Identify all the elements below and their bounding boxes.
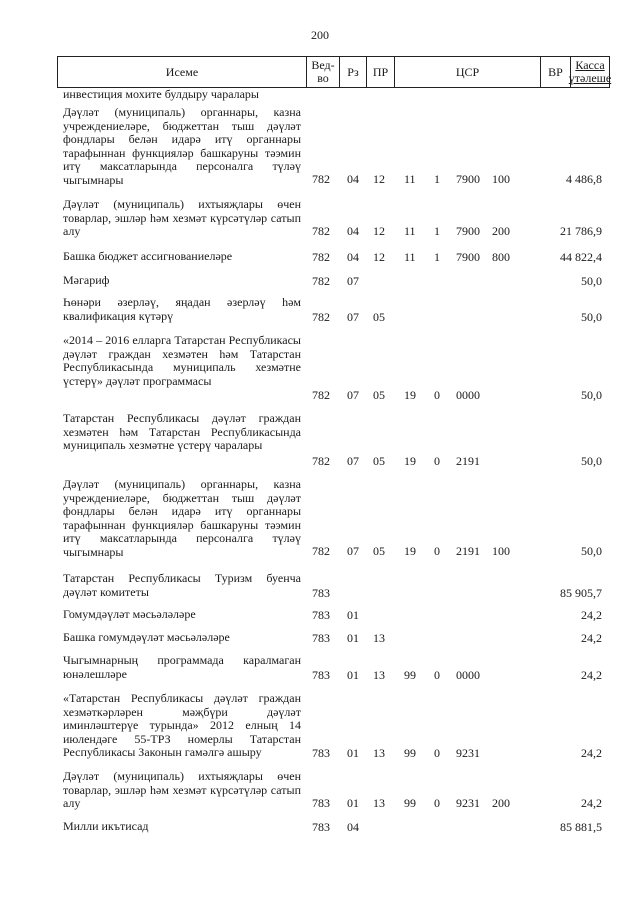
row-name: Чыгымнарның программада каралмаган юнәлешләре bbox=[63, 653, 301, 681]
row-ved: 783 bbox=[312, 819, 330, 834]
row-name: Мәгариф bbox=[63, 273, 110, 287]
table-row bbox=[0, 334, 640, 402]
row-amount: 24,2 bbox=[581, 745, 602, 760]
row-ved: 783 bbox=[312, 630, 330, 645]
row-name: инвестиция мохите булдыру чаралары bbox=[63, 87, 259, 101]
row-name: Дәүләт (муниципаль) ихтыяҗлары өчен товарлар, эшләр һәм хезмәт күрсәтүләр сатып алу bbox=[63, 197, 301, 238]
row-rz: 04 bbox=[347, 819, 359, 834]
row-amount: 50,0 bbox=[581, 387, 602, 402]
row-pr: 05 bbox=[373, 453, 385, 468]
row-amount: 50,0 bbox=[581, 543, 602, 558]
row-csr-code: 2191 bbox=[456, 543, 480, 558]
row-csr-code: 9231 bbox=[456, 745, 480, 760]
table-row bbox=[0, 274, 640, 288]
row-ved: 782 bbox=[312, 249, 330, 264]
row-csr-program: 19 bbox=[404, 543, 416, 558]
row-ved: 783 bbox=[312, 667, 330, 682]
table-row bbox=[0, 820, 640, 834]
row-amount: 24,2 bbox=[581, 630, 602, 645]
row-name: Гомумдәүләт мәсьәләләре bbox=[63, 607, 196, 621]
row-name: Дәүләт (муниципаль) органнары, казна учреждениеләре, бюджеттан тыш дәүләт фондлары белән идарә итү органнары тарафыннан функцияләр башкаруны тәэмин итү максатларында персоналга түләү чыгымнары bbox=[63, 477, 301, 559]
row-csr-program: 11 bbox=[404, 223, 416, 238]
table-row bbox=[0, 631, 640, 645]
header-pr: ПР bbox=[367, 57, 395, 87]
row-pr: 12 bbox=[373, 249, 385, 264]
row-vr: 200 bbox=[492, 223, 510, 238]
header-ved: Вед-во bbox=[307, 57, 340, 87]
row-pr: 12 bbox=[373, 223, 385, 238]
row-amount: 85 905,7 bbox=[560, 585, 602, 600]
table-row bbox=[0, 654, 640, 682]
row-vr: 200 bbox=[492, 795, 510, 810]
header-rz: Рз bbox=[340, 57, 367, 87]
row-amount: 24,2 bbox=[581, 795, 602, 810]
row-amount: 50,0 bbox=[581, 273, 602, 288]
row-pr: 13 bbox=[373, 795, 385, 810]
row-vr: 800 bbox=[492, 249, 510, 264]
row-ved: 782 bbox=[312, 453, 330, 468]
row-csr-subprogram: 1 bbox=[434, 249, 440, 264]
table-row bbox=[0, 770, 640, 810]
header-csr: ЦСР bbox=[395, 57, 541, 87]
row-rz: 01 bbox=[347, 630, 359, 645]
row-ved: 782 bbox=[312, 273, 330, 288]
row-rz: 07 bbox=[347, 453, 359, 468]
row-pr: 05 bbox=[373, 543, 385, 558]
row-pr: 05 bbox=[373, 309, 385, 324]
row-pr: 13 bbox=[373, 745, 385, 760]
header-name: Исеме bbox=[58, 57, 307, 87]
row-csr-program: 99 bbox=[404, 667, 416, 682]
row-rz: 01 bbox=[347, 607, 359, 622]
row-pr: 13 bbox=[373, 630, 385, 645]
row-ved: 783 bbox=[312, 745, 330, 760]
table-header bbox=[57, 56, 610, 88]
row-name: Башка бюджет ассигнованиеләре bbox=[63, 249, 233, 263]
table-row bbox=[0, 692, 640, 760]
row-csr-program: 99 bbox=[404, 795, 416, 810]
row-pr: 13 bbox=[373, 667, 385, 682]
table-row bbox=[0, 412, 640, 468]
table-row bbox=[0, 250, 640, 264]
row-rz: 01 bbox=[347, 745, 359, 760]
row-csr-code: 2191 bbox=[456, 453, 480, 468]
row-ved: 782 bbox=[312, 387, 330, 402]
row-vr: 100 bbox=[492, 171, 510, 186]
row-csr-code: 0000 bbox=[456, 387, 480, 402]
row-ved: 782 bbox=[312, 309, 330, 324]
row-name: Дәүләт (муниципаль) ихтыяҗлары өчен товарлар, эшләр һәм хезмәт күрсәтүләр сатып алу bbox=[63, 769, 301, 810]
row-csr-code: 0000 bbox=[456, 667, 480, 682]
row-rz: 07 bbox=[347, 543, 359, 558]
row-ved: 783 bbox=[312, 607, 330, 622]
row-name: Татарстан Республикасы Туризм буенча дәүләт комитеты bbox=[63, 571, 301, 599]
row-csr-subprogram: 0 bbox=[434, 745, 440, 760]
row-csr-subprogram: 1 bbox=[434, 171, 440, 186]
row-csr-code: 7900 bbox=[456, 223, 480, 238]
table-row bbox=[0, 296, 640, 324]
header-kassa-label: Касса үтәлеше bbox=[568, 58, 612, 85]
row-rz: 04 bbox=[347, 249, 359, 264]
row-csr-subprogram: 1 bbox=[434, 223, 440, 238]
row-ved: 782 bbox=[312, 223, 330, 238]
row-csr-subprogram: 0 bbox=[434, 667, 440, 682]
row-csr-subprogram: 0 bbox=[434, 543, 440, 558]
row-name: Милли икътисад bbox=[63, 819, 149, 833]
row-amount: 50,0 bbox=[581, 309, 602, 324]
row-amount: 21 786,9 bbox=[560, 223, 602, 238]
row-csr-subprogram: 0 bbox=[434, 795, 440, 810]
row-ved: 783 bbox=[312, 795, 330, 810]
row-vr: 100 bbox=[492, 543, 510, 558]
table-row bbox=[0, 608, 640, 622]
table-row bbox=[0, 478, 640, 558]
row-ved: 782 bbox=[312, 171, 330, 186]
header-vr: ВР bbox=[541, 57, 571, 87]
row-csr-code: 7900 bbox=[456, 171, 480, 186]
row-amount: 44 822,4 bbox=[560, 249, 602, 264]
row-amount: 24,2 bbox=[581, 607, 602, 622]
row-name: «2014 – 2016 елларга Татарстан Республикасы дәүләт граждан хезмәтен һәм Татарстан Республикасында муниципаль хезмәтне үстерү» дәүләт программасы bbox=[63, 333, 301, 388]
row-rz: 07 bbox=[347, 309, 359, 324]
row-ved: 783 bbox=[312, 585, 330, 600]
row-ved: 782 bbox=[312, 543, 330, 558]
row-rz: 01 bbox=[347, 667, 359, 682]
table-row bbox=[0, 106, 640, 186]
header-kassa bbox=[568, 57, 612, 87]
row-csr-subprogram: 0 bbox=[434, 453, 440, 468]
table-row bbox=[0, 88, 640, 102]
row-amount: 24,2 bbox=[581, 667, 602, 682]
row-csr-program: 11 bbox=[404, 171, 416, 186]
row-amount: 50,0 bbox=[581, 453, 602, 468]
row-pr: 05 bbox=[373, 387, 385, 402]
row-csr-subprogram: 0 bbox=[434, 387, 440, 402]
row-csr-program: 19 bbox=[404, 453, 416, 468]
row-name: Һөнәри әзерләү, яңадан әзерләү һәм квалификация күтәрү bbox=[63, 295, 301, 323]
row-name: «Татарстан Республикасы дәүләт граждан хезмәткәрләрен мәҗбүри дәүләт иминләштерүе турында» 2012 елның 14 июлендәге 55-ТРЗ номерлы Татарстан Республикасы Законын гамәлгә ашыру bbox=[63, 691, 301, 759]
row-rz: 07 bbox=[347, 273, 359, 288]
row-csr-program: 11 bbox=[404, 249, 416, 264]
row-csr-code: 9231 bbox=[456, 795, 480, 810]
table-row bbox=[0, 572, 640, 600]
row-pr: 12 bbox=[373, 171, 385, 186]
row-csr-code: 7900 bbox=[456, 249, 480, 264]
row-amount: 4 486,8 bbox=[566, 171, 602, 186]
row-name: Башка гомумдәүләт мәсьәләләре bbox=[63, 630, 230, 644]
row-rz: 04 bbox=[347, 171, 359, 186]
row-amount: 85 881,5 bbox=[560, 819, 602, 834]
row-csr-program: 99 bbox=[404, 745, 416, 760]
row-csr-program: 19 bbox=[404, 387, 416, 402]
row-name: Дәүләт (муниципаль) органнары, казна учреждениеләре, бюджеттан тыш дәүләт фондлары белән идарә итү органнары тарафыннан функцияләр башкаруны тәэмин итү максатларында персоналга түләү чыгымнары bbox=[63, 105, 301, 187]
row-rz: 04 bbox=[347, 223, 359, 238]
row-name: Татарстан Республикасы дәүләт граждан хезмәтен һәм Татарстан Республикасында муниципаль хезмәтне үстерү чаралары bbox=[63, 411, 301, 452]
table-row bbox=[0, 198, 640, 238]
row-rz: 07 bbox=[347, 387, 359, 402]
page-number: 200 bbox=[311, 28, 329, 42]
row-rz: 01 bbox=[347, 795, 359, 810]
